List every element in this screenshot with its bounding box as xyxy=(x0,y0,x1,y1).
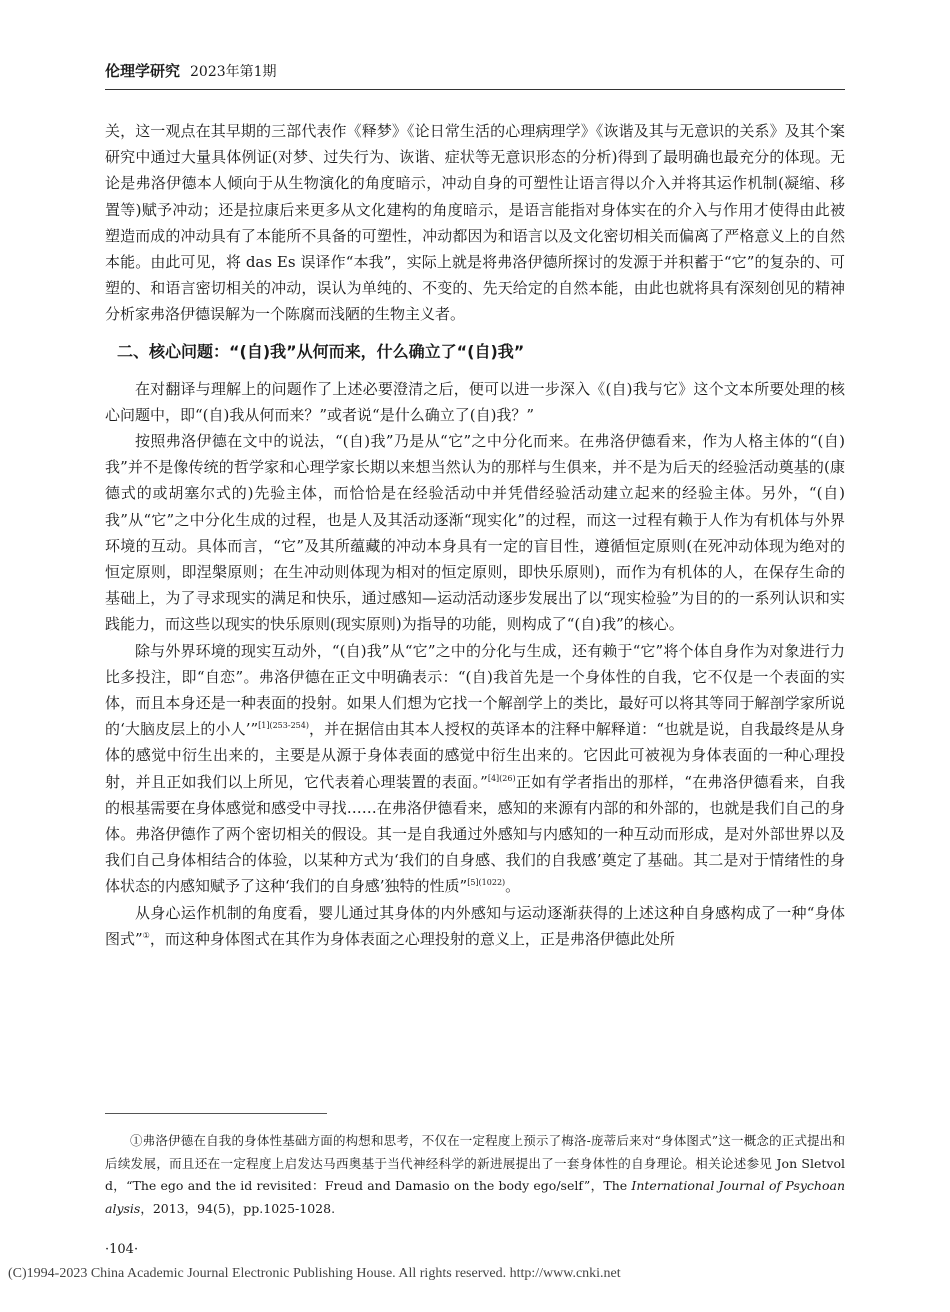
paragraph-5 xyxy=(105,900,845,952)
article-body xyxy=(105,118,845,952)
paragraph-continuation: 关，这一观点在其早期的三部代表作《释梦》《论日常生活的心理病理学》《诙谐及其与无意识的关系》及其个案研究中通过大量具体例证(对梦、过失行为、诙谐、症状等无意识形态的分析)得到了最明确也最充分的体现。无论是弗洛伊德本人倾向于从生物演化的角度暗示，冲动自身的可塑性让语言得以介入并将其运作机制(凝缩、移置等)赋予冲动；还是拉康后来更多从文化建构的角度暗示，是语言能指对身体实在的介入与作用才使得由此被塑造而成的冲动具有了本能所不具备的可塑性，冲动都因为和语言以及文化密切相关而偏离了严格意义上的自然本能。由此可见，将 das Es 误译作“本我”，实际上就是将弗洛伊德所探讨的发源于并积蓄于“它”的复杂的、可塑的、和语言密切相关的冲动，误认为单纯的、不变的、先天给定的自然本能，由此也就将具有深刻创见的精神分析家弗洛伊德误解为一个陈腐而浅陋的生物主义者。 xyxy=(105,122,845,324)
footnote-text-a: ①弗洛伊德在自我的身体性基础方面的构想和思考，不仅在一定程度上预示了梅洛-庞蒂后来对“身体图式”这一概念的正式提出和后续发展，而且还在一定程度上启发达马西奥基于当代神经科学的新进展提出了一套身体性的自身理论。相关论述参见 Jon Sletvold，“The ego and the id revisited：Freud and Damasio on the body ego/self”，The xyxy=(105,1133,845,1193)
footnote-divider xyxy=(105,1113,327,1114)
copyright-notice: (C)1994-2023 China Academic Journal Electronic Publishing House. All rights reserved. http://www.cnki.net xyxy=(8,1266,621,1281)
paragraph-3: 按照弗洛伊德在文中的说法，“(自)我”乃是从“它”之中分化而来。在弗洛伊德看来，作为人格主体的“(自)我”并不是像传统的哲学家和心理学家长期以来想当然认为的那样与生俱来，并不是为后天的经验活动奠基的(康德式的或胡塞尔式的)先验主体，而恰恰是在经验活动中并凭借经验活动建立起来的经验主体。另外，“(自)我”从“它”之中分化生成的过程，也是人及其活动逐渐“现实化”的过程，而这一过程有赖于人作为有机体与外界环境的互动。具体而言，“它”及其所蕴藏的冲动本身具有一定的盲目性，遵循恒定原则(在死冲动体现为绝对的恒定原则，即涅槃原则；在生冲动则体现为相对的恒定原则，即快乐原则)，而作为有机体的人，在保存生命的基础上，为了寻求现实的满足和快乐，通过感知—运动活动逐步发展出了以“现实检验”为目的的一系列认识和实践能力，而这些以现实的快乐原则(现实原则)为指导的功能，则构成了“(自)我”的核心。 xyxy=(105,432,845,634)
paragraph-2: 在对翻译与理解上的问题作了上述必要澄清之后，便可以进一步深入《(自)我与它》这个文本所要处理的核心问题中，即“(自)我从何而来？”或者说“是什么确立了(自)我？” xyxy=(105,379,845,424)
section-heading: 二、核心问题：“(自)我”从何而来，什么确立了“(自)我” xyxy=(117,341,525,361)
footnote-journal-name: International Journal of Psychoanalysis xyxy=(105,1178,846,1216)
paragraph-5-text-a: 从身心运作机制的角度看，婴儿通过其身体的内外感知与运动逐渐获得的上述这种自身感构成了一种“身体图式” xyxy=(105,903,845,948)
footnote-text-b: ，2013，94(5)，pp.1025-1028. xyxy=(140,1200,336,1216)
journal-title: 伦理学研究 xyxy=(105,62,181,80)
paragraph-4-text-c: 正如有学者指出的那样，“在弗洛伊德看来，自我的根基需要在身体感觉和感受中寻找……在弗洛伊德看来，感知的来源有内部的和外部的，也就是我们自己的身体。弗洛伊德作了两个密切相关的假设。其一是自我通过外感知与内感知的一种互动而形成，是对外部世界以及我们自己身体相结合的体验，以某种方式为‘我们的自身感、我们的自我感’奠定了基础。其二是对于情绪性的身体状态的内感知赋予了这种‘我们的自身感’独特的性质” xyxy=(105,772,846,896)
footnote xyxy=(105,1130,845,1220)
citation-ref-1: [1](253-254) xyxy=(258,721,309,731)
journal-issue: 2023年第1期 xyxy=(190,64,277,80)
paragraph-4-text-b: ，并在据信由其本人授权的英译本的注释中解释道：“也就是说，自我最终是从身体的感觉中衍生出来的，主要是从源于身体表面的感觉中衍生出来的。它因此可被视为身体表面的一种心理投射，并且正如我们以上所见，它代表着心理装置的表面。” xyxy=(105,720,845,791)
running-header xyxy=(105,60,845,84)
footnote-marker: ① xyxy=(142,930,150,940)
paragraph-4 xyxy=(105,638,845,900)
paragraph-4-text-a: 除与外界环境的现实互动外，“(自)我”从“它”之中的分化与生成，还有赖于“它”将个体自身作为对象进行力比多投注，即“自恋”。弗洛伊德在正文中明确表示：“(自)我首先是一个身体性的自我，它不仅是一个表面的实体，而且本身还是一种表面的投射。如果人们想为它找一个解剖学上的类比，最好可以将其等同于解剖学家所说的‘大脑皮层上的小人’” xyxy=(105,641,845,739)
paragraph-5-text-b: ，而这种身体图式在其作为身体表面之心理投射的意义上，正是弗洛伊德此处所 xyxy=(149,929,675,948)
citation-ref-4: [4](26) xyxy=(487,773,516,783)
header-divider xyxy=(105,89,845,90)
paragraph-4-text-d: 。 xyxy=(505,877,521,896)
citation-ref-5: [5](1022) xyxy=(467,878,506,888)
page-number: ·104· xyxy=(105,1242,139,1257)
